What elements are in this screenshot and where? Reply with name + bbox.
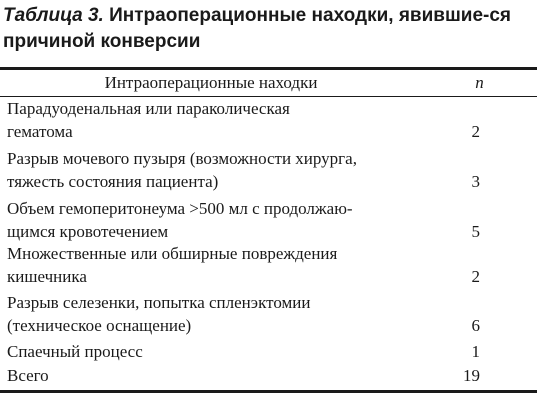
table-row <box>0 197 537 243</box>
finding-line: Парадуоденальная или параколическая <box>7 99 290 118</box>
table-row <box>0 97 537 143</box>
table-title: Интраоперационные находки, явившие-ся причиной конверсии <box>3 5 512 52</box>
finding-line: кишечника <box>7 267 87 286</box>
table-caption <box>3 3 535 55</box>
table-row <box>0 291 537 337</box>
count-cell: 2 <box>471 122 480 141</box>
finding-line: Всего <box>7 366 49 385</box>
table-row <box>0 340 537 363</box>
finding-line: (техническое оснащение) <box>7 316 192 335</box>
table-bottom-rule <box>0 390 537 393</box>
finding-cell <box>7 197 417 243</box>
finding-cell <box>7 97 417 143</box>
header-findings: Интраоперационные находки <box>104 73 318 92</box>
table-top-rule <box>0 67 537 70</box>
count-cell: 2 <box>471 267 480 286</box>
count-cell: 6 <box>471 316 480 335</box>
finding-line: тяжесть состояния пациента) <box>7 172 219 191</box>
count-cell: 1 <box>471 342 480 361</box>
finding-line: гематома <box>7 122 73 141</box>
table-row <box>0 242 537 288</box>
finding-cell <box>7 291 417 337</box>
finding-line: Разрыв селезенки, попытка спленэктомии <box>7 293 311 312</box>
table-row <box>0 147 537 193</box>
finding-cell <box>7 242 417 288</box>
header-n: n <box>475 73 484 92</box>
table-row-total <box>0 364 537 387</box>
finding-cell <box>7 340 417 363</box>
finding-line: Разрыв мочевого пузыря (возможности хирурга, <box>7 149 357 168</box>
count-cell: 3 <box>471 172 480 191</box>
finding-line: щимся кровотечением <box>7 222 169 241</box>
finding-line: Множественные или обширные повреждения <box>7 244 338 263</box>
count-cell: 5 <box>471 222 480 241</box>
finding-cell <box>7 364 417 387</box>
finding-cell <box>7 147 417 193</box>
total-count-cell: 19 <box>463 366 480 385</box>
finding-line: Спаечный процесс <box>7 342 143 361</box>
table-number: Таблица 3. <box>3 5 104 26</box>
finding-line: Объем гемоперитонеума >500 мл с продолжаю- <box>7 199 353 218</box>
